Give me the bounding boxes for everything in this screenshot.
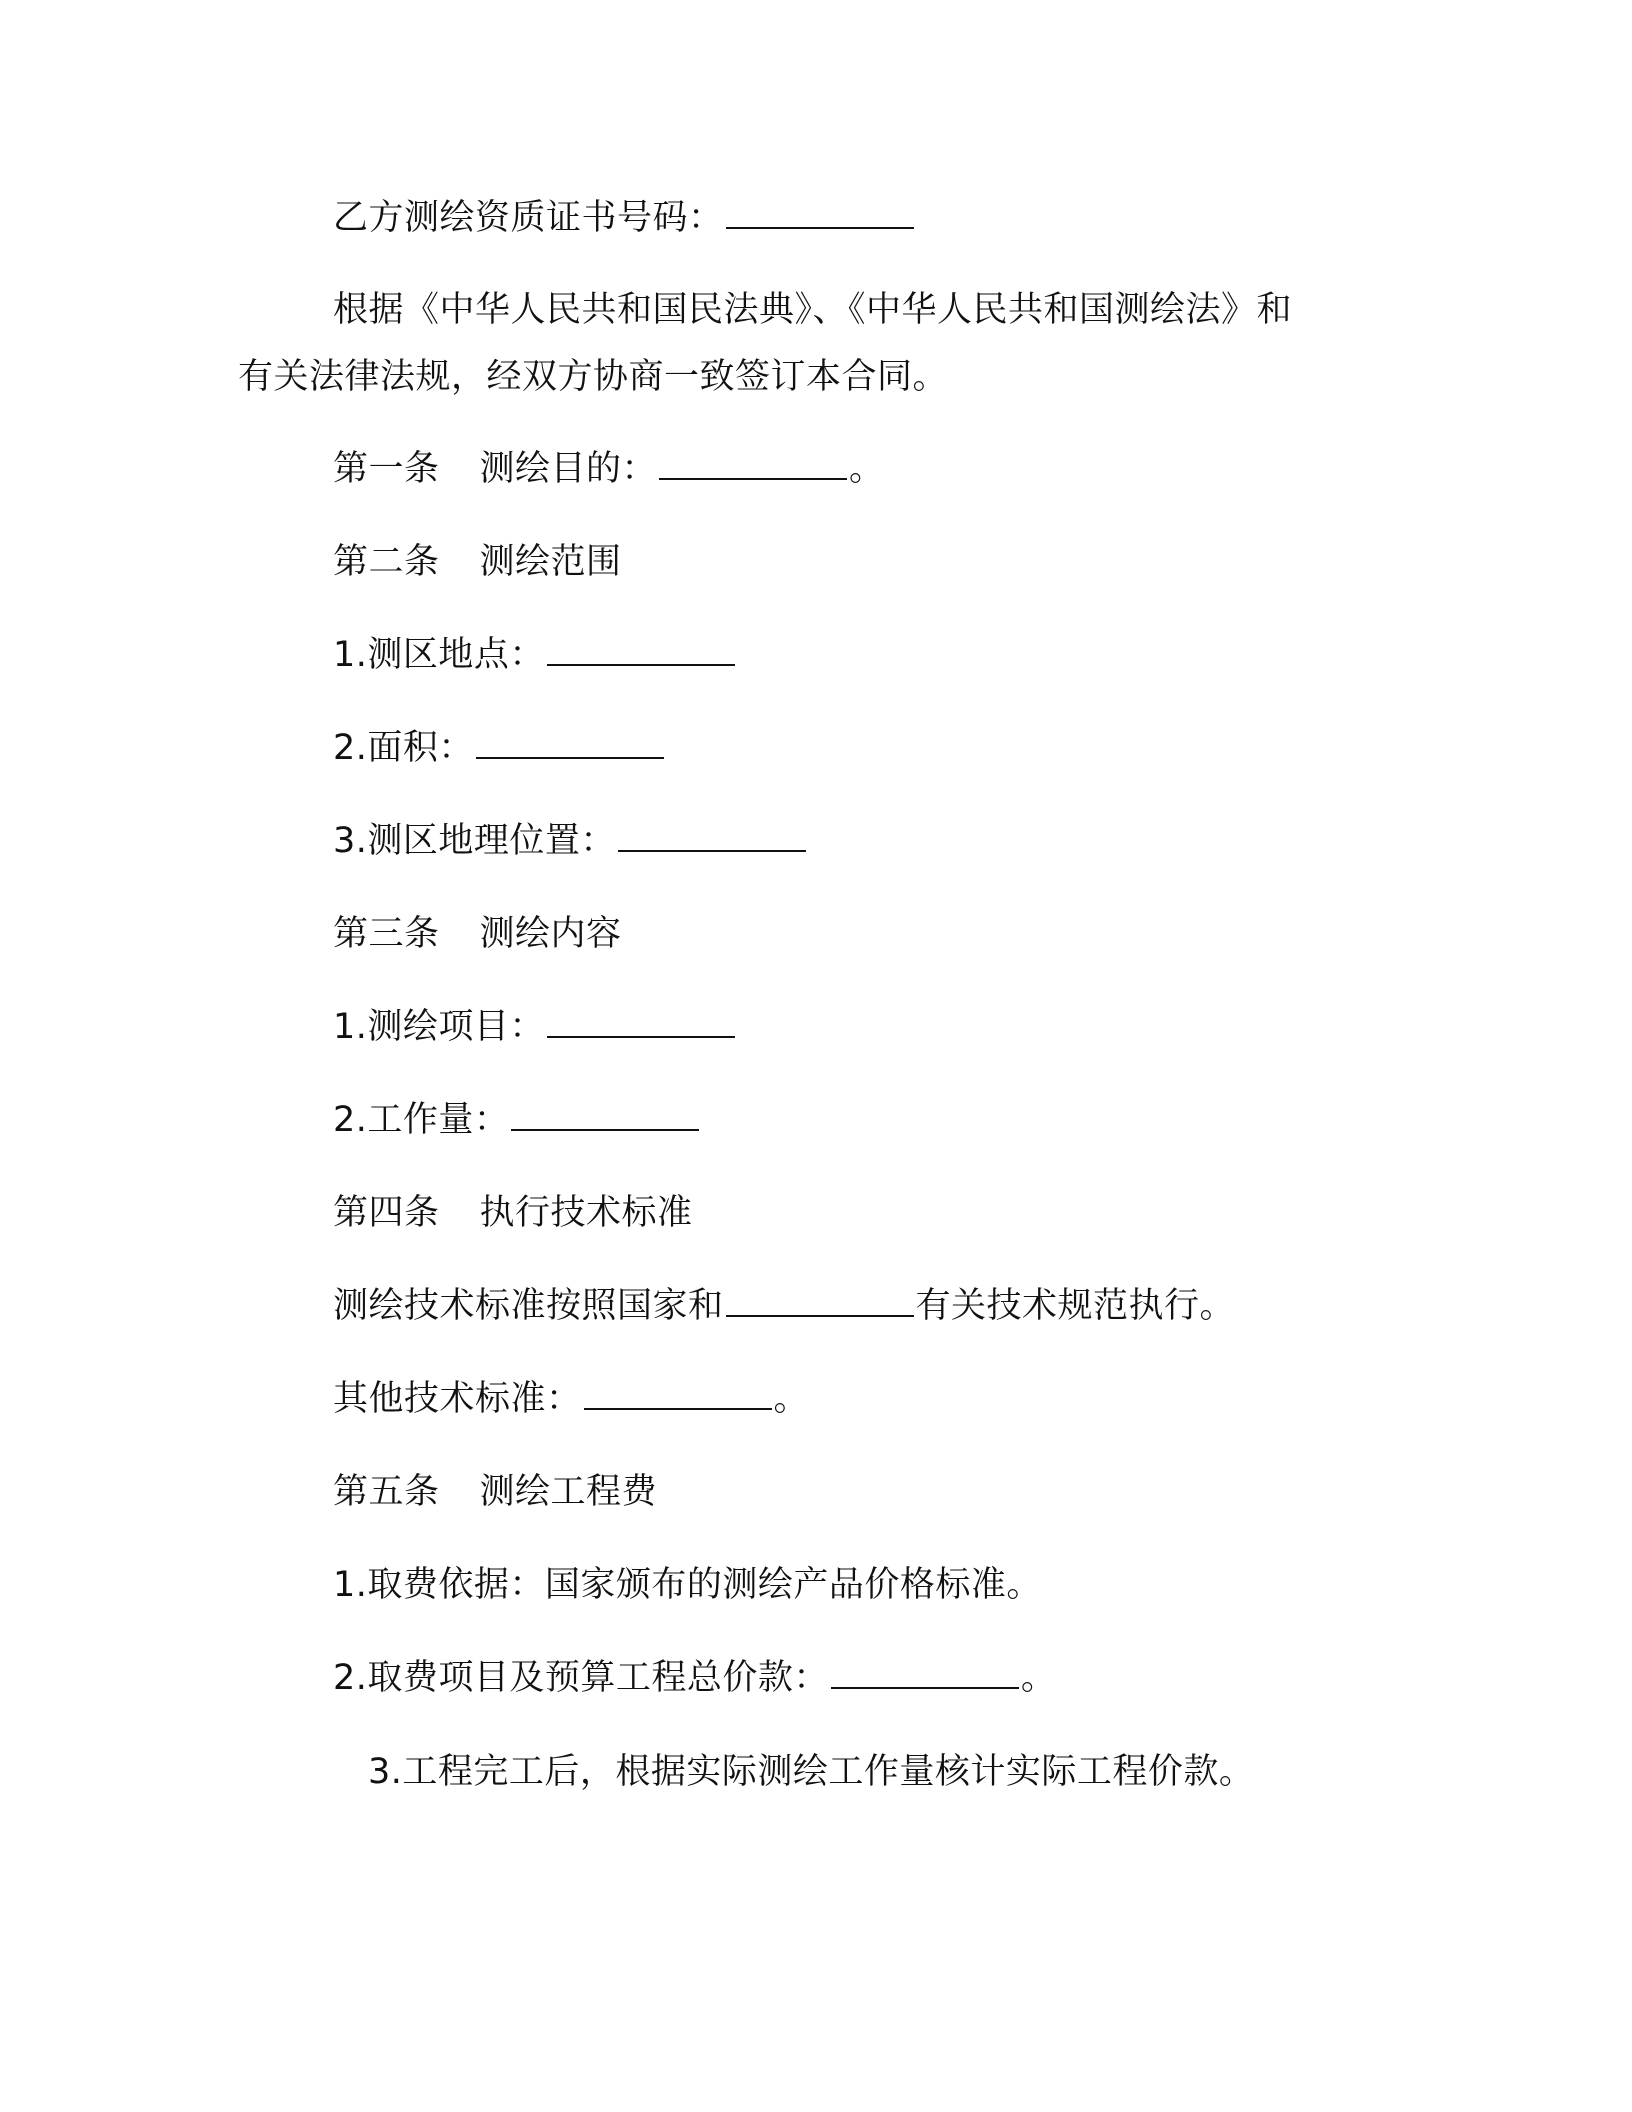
cert-number-blank [726,197,914,229]
article-5-item-3 [368,1750,1254,1794]
article-5-heading [333,1470,657,1514]
article-4-standard-line [333,1284,1235,1328]
other-standard-label: 其他技术标准： [333,1379,582,1419]
article-2-item-1 [333,633,737,677]
article-4-heading [333,1191,693,1235]
standard-blank [726,1285,914,1317]
legal-basis-text-2: 有关法律法规，经双方协商一致签订本合同。 [238,357,949,397]
standard-text-after: 有关技术规范执行。 [915,1286,1236,1326]
other-standard-end: 。 [773,1379,810,1419]
workload-label: 2.工作量： [333,1100,510,1140]
cert-number-label: 乙方测绘资质证书号码： [333,198,724,238]
article-3-heading [333,912,622,956]
article-2-heading [333,540,622,584]
article-3-item-2 [333,1098,701,1142]
legal-basis-line-2 [238,355,948,399]
article-5-item-1 [333,1563,1042,1607]
article-3-title: 测绘内容 [479,914,622,954]
area-label: 2.面积： [333,728,474,768]
article-3-item-1 [333,1005,737,1049]
article-1-number: 第一条 [333,449,440,489]
article-2-item-2 [333,726,666,770]
cert-number-line [333,196,916,240]
article-4-title: 执行技术标准 [479,1193,693,1233]
fee-basis-text: 1.取费依据：国家颁布的测绘产品价格标准。 [333,1565,1042,1605]
article-1-line [333,447,885,491]
geo-position-label: 3.测区地理位置： [333,821,616,861]
geo-position-blank [618,820,806,852]
article-5-title: 测绘工程费 [479,1472,658,1512]
article-1-blank [659,448,847,480]
survey-item-label: 1.测绘项目： [333,1007,545,1047]
article-2-number: 第二条 [333,542,440,582]
article-1-end: 。 [849,449,885,489]
article-3-number: 第三条 [333,914,440,954]
standard-text-before: 测绘技术标准按照国家和 [333,1286,724,1326]
article-1-title: 测绘目的： [479,449,658,489]
workload-blank [511,1099,699,1131]
article-4-other-line [333,1377,809,1421]
survey-location-label: 1.测区地点： [333,635,545,675]
legal-basis-text-1: 根据《中华人民共和国民法典》、《中华人民共和国测绘法》和 [333,290,1293,330]
fee-items-label: 2.取费项目及预算工程总价款： [333,1658,829,1698]
other-standard-blank [584,1378,772,1410]
article-2-item-3 [333,819,808,863]
fee-items-blank [831,1657,1019,1689]
article-5-item-2 [333,1656,1056,1700]
article-2-title: 测绘范围 [479,542,622,582]
area-blank [476,727,664,759]
survey-item-blank [547,1006,735,1038]
article-4-number: 第四条 [333,1193,440,1233]
article-5-number: 第五条 [333,1472,440,1512]
survey-location-blank [547,634,735,666]
final-price-text: 3.工程完工后，根据实际测绘工作量核计实际工程价款。 [368,1752,1255,1792]
legal-basis-line-1 [333,288,1292,332]
fee-items-end: 。 [1020,1658,1057,1698]
